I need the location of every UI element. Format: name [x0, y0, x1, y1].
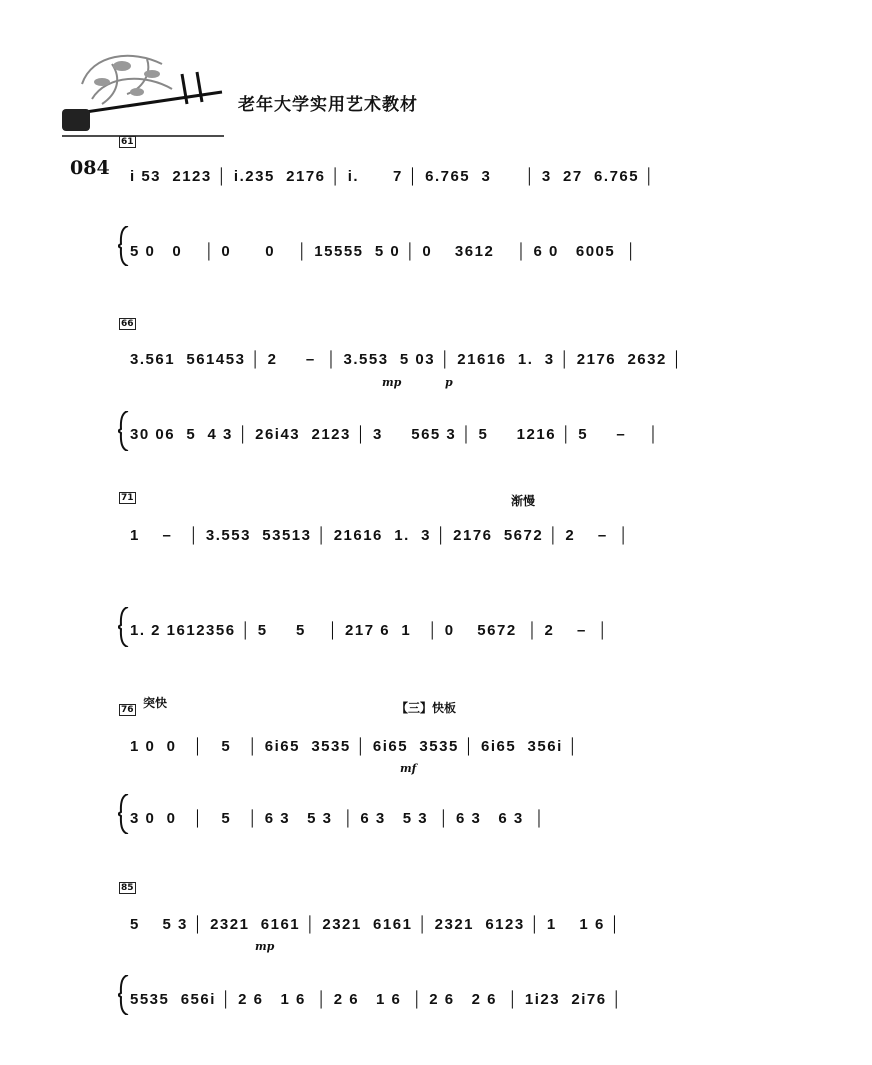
- score-system-1: [0, 136, 872, 266]
- system-brace-icon: [118, 411, 130, 451]
- upper-staff: 3.561 561453 │ 2 – │ 3.553 5 03 │ 21616 1. 3 │ 2176 2632 │: [130, 351, 684, 368]
- upper-staff: 5 5 3 │ 2321 6161 │ 2321 6161 │ 2321 6123 │ 1 1 6 │: [130, 916, 622, 933]
- measure-number: 71: [121, 493, 134, 503]
- measure-number: 66: [121, 319, 134, 329]
- lower-staff: 5535 656i │ 2 6 1 6 │ 2 6 1 6 │ 2 6 2 6 │ 1i23 2i76 │: [130, 991, 624, 1008]
- upper-staff: 1 0 0 │ 5 │ 6i65 3535 │ 6i65 3535 │ 6i65 356i │: [130, 738, 580, 755]
- system-brace-icon: [118, 607, 130, 647]
- tempo-marking-sudden: 突快: [143, 696, 168, 710]
- dynamic-mp: mp: [255, 940, 275, 953]
- lower-staff: 5 0 0 │ 0 0 │ 15555 5 0 │ 0 3612 │ 6 0 6005 │: [130, 243, 638, 260]
- page-number: 084: [70, 157, 110, 179]
- lower-staff: 30 06 5 4 3 │ 26i43 2123 │ 3 565 3 │ 5 1216 │ 5 – │: [130, 426, 660, 443]
- section-marking: 【三】快板: [396, 701, 457, 715]
- tempo-marking: 渐慢: [511, 494, 536, 508]
- dynamic-mf: mf: [400, 762, 417, 775]
- dynamic-p: p: [445, 376, 453, 389]
- measure-number: 61: [121, 137, 134, 147]
- erhu-ornament-icon: [52, 44, 232, 139]
- upper-staff: i 53 2123 │ i.235 2176 │ i. 7 │ 6.765 3 │ 3 27 6.765 │: [130, 168, 656, 185]
- system-brace-icon: [118, 794, 130, 834]
- lower-staff: 1. 2 1612356 │ 5 5 │ 217 6 1 │ 0 5672 │ 2 – │: [130, 622, 610, 639]
- upper-staff: 1 – │ 3.553 53513 │ 21616 1. 3 │ 2176 5672 │ 2 – │: [130, 527, 630, 544]
- score-system-5: [0, 882, 872, 1022]
- measure-number: 76: [121, 705, 134, 715]
- system-brace-icon: [118, 975, 130, 1015]
- dynamic-mp: mp: [382, 376, 402, 389]
- measure-number: 85: [121, 883, 134, 893]
- system-brace-icon: [118, 226, 130, 266]
- book-title: 老年大学实用艺术教材: [238, 95, 418, 115]
- score-system-2: [0, 318, 872, 458]
- score-system-3: [0, 492, 872, 657]
- lower-staff: 3 0 0 │ 5 │ 6 3 5 3 │ 6 3 5 3 │ 6 3 6 3 │: [130, 810, 546, 827]
- score-system-4: [0, 694, 872, 844]
